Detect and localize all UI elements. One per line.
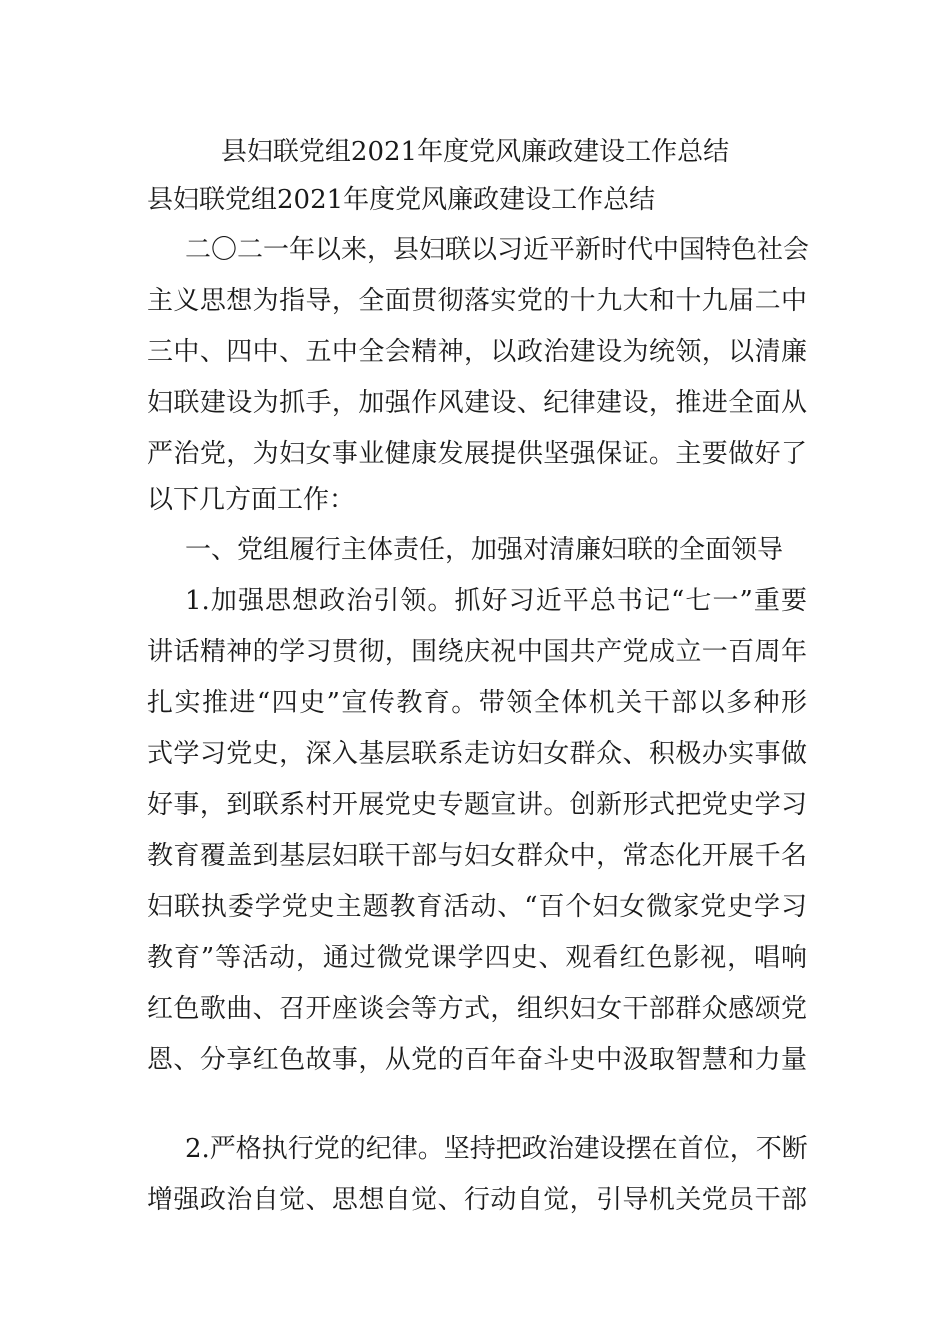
item-one-line: 好事，到联系村开展党史专题宣讲。创新形式把党史学习 <box>147 790 807 820</box>
item-one-line: 讲话精神的学习贯彻，围绕庆祝中国共产党成立一百周年 <box>147 637 807 667</box>
intro-line: 主义思想为指导，全面贯彻落实党的十九大和十九届二中 <box>147 286 807 316</box>
section-one-heading: 一、党组履行主体责任，加强对清廉妇联的全面领导 <box>185 535 784 565</box>
item-two-line: 增强政治自觉、思想自觉、行动自觉，引导机关党员干部 <box>147 1185 807 1215</box>
item-two-line: 2.严格执行党的纪律。坚持把政治建设摆在首位，不断 <box>185 1134 808 1164</box>
item-one-line: 教育覆盖到基层妇联干部与妇女群众中，常态化开展千名 <box>147 841 807 871</box>
intro-line: 以下几方面工作： <box>147 485 356 515</box>
intro-line: 妇联建设为抓手，加强作风建设、纪律建设，推进全面从 <box>147 388 807 418</box>
item-one-line: 妇联执委学党史主题教育活动、“百个妇女微家党史学习 <box>147 892 807 922</box>
item-one-line: 扎实推进“四史”宣传教育。带领全体机关干部以多种形 <box>147 688 807 718</box>
item-one-line: 式学习党史，深入基层联系走访妇女群众、积极办实事做 <box>147 739 807 769</box>
item-one-line: 1.加强思想政治引领。抓好习近平总书记“七一”重要 <box>185 586 807 616</box>
item-one-line: 教育”等活动，通过微党课学四史、观看红色影视，唱响 <box>147 943 807 973</box>
item-one-line: 恩、分享红色故事，从党的百年奋斗史中汲取智慧和力量 <box>147 1045 807 1075</box>
intro-line: 三中、四中、五中全会精神，以政治建设为统领，以清廉 <box>147 337 807 367</box>
item-one-line: 红色歌曲、召开座谈会等方式，组织妇女干部群众感颂党 <box>147 994 807 1024</box>
document-title-left: 县妇联党组2021年度党风廉政建设工作总结 <box>147 185 656 215</box>
document-title-centered: 县妇联党组2021年度党风廉政建设工作总结 <box>220 137 730 167</box>
intro-line: 二〇二一年以来，县妇联以习近平新时代中国特色社会 <box>185 235 810 265</box>
intro-line: 严治党，为妇女事业健康发展提供坚强保证。主要做好了 <box>147 439 807 469</box>
